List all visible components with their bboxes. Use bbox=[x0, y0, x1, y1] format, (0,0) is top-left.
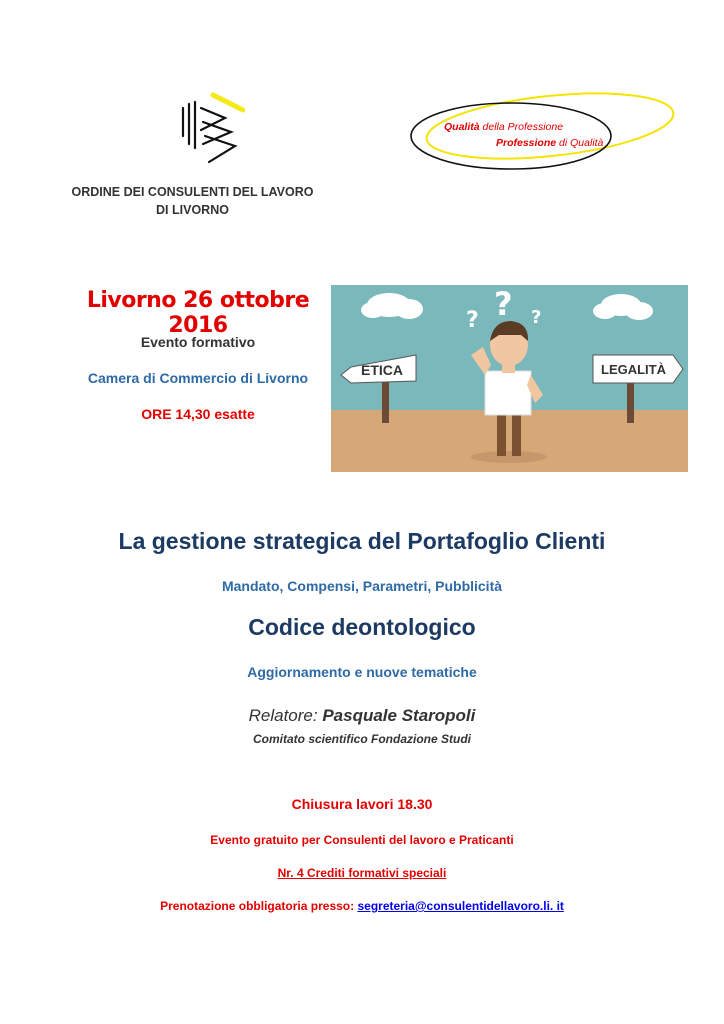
question-mark-icon: ? bbox=[531, 307, 542, 328]
event-time: ORE 14,30 esatte bbox=[141, 406, 255, 422]
subtitle-topics: Mandato, Compensi, Parametri, Pubblicità bbox=[221, 578, 503, 594]
motto-line2: Professione di Qualità bbox=[496, 137, 604, 149]
event-date: Livorno 26 ottobre 2016 bbox=[86, 288, 310, 338]
subtitle-update: Aggiornamento e nuove tematiche bbox=[247, 664, 477, 680]
speaker-name: Pasquale Staropoli bbox=[322, 706, 476, 725]
free-event-note: Evento gratuito per Consulenti del lavoro e Praticanti bbox=[210, 833, 514, 847]
organization-logo bbox=[173, 92, 245, 170]
event-type: Evento formativo bbox=[140, 334, 256, 350]
closing-time: Chiusura lavori 18.30 bbox=[291, 796, 433, 812]
question-mark-icon: ? bbox=[466, 308, 479, 333]
speaker-role: Comitato scientifico Fondazione Studi bbox=[252, 732, 471, 746]
ethics-illustration bbox=[331, 285, 688, 472]
event-venue: Camera di Commercio di Livorno bbox=[87, 370, 309, 386]
credits-note: Nr. 4 Crediti formativi speciali bbox=[277, 866, 447, 880]
secondary-title: Codice deontologico bbox=[248, 614, 476, 640]
etica-sign-label: ETICA bbox=[361, 362, 403, 378]
booking-note bbox=[0, 899, 724, 913]
org-name-line1: ORDINE DEI CONSULENTI DEL LAVORO bbox=[71, 185, 314, 199]
org-name-line2: DI LIVORNO bbox=[156, 203, 229, 217]
speaker-label: Relatore: bbox=[248, 706, 323, 725]
booking-email-link[interactable]: segreteria@consulentidellavoro.li. it bbox=[357, 899, 564, 913]
motto-line1: Qualità della Professione bbox=[444, 121, 564, 133]
legalita-sign-label: LEGALITÀ bbox=[601, 362, 666, 377]
speaker bbox=[0, 706, 724, 726]
question-mark-icon: ? bbox=[494, 285, 513, 323]
organization-name bbox=[60, 183, 325, 219]
booking-label: Prenotazione obbligatoria presso: bbox=[160, 899, 358, 913]
main-title: La gestione strategica del Portafoglio Clienti bbox=[118, 528, 606, 554]
